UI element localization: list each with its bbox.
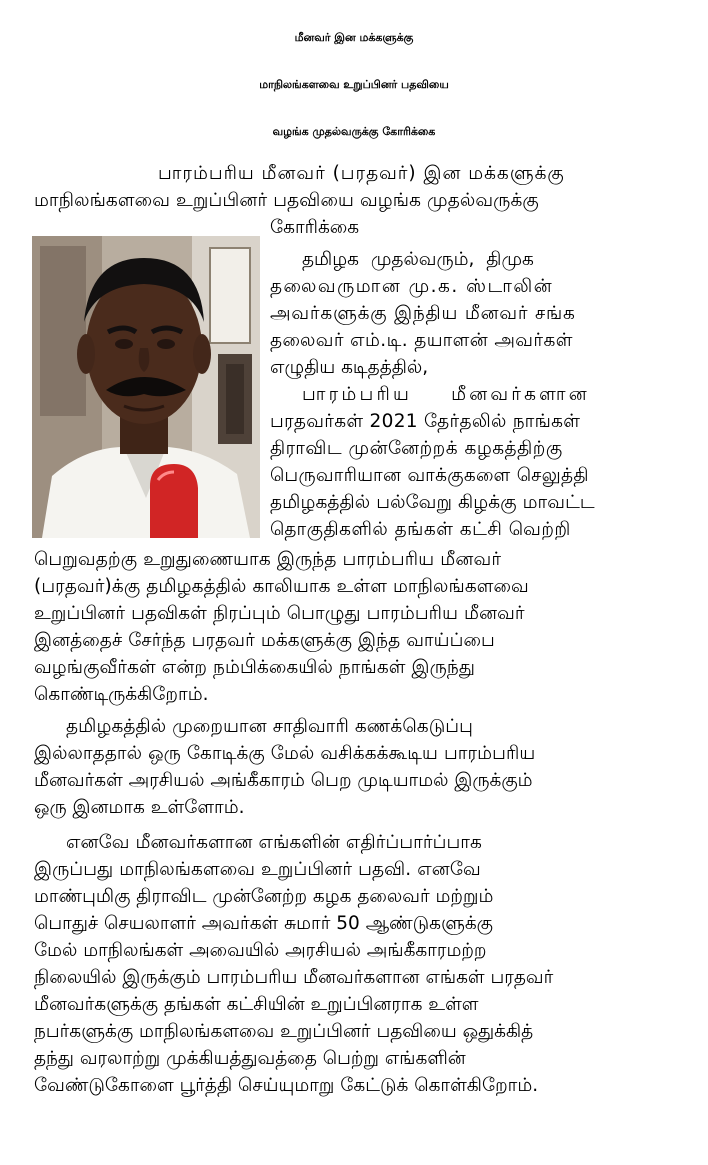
article-line-22: இல்லாததால் ஒரு கோடிக்கு மேல் வசிக்கக்கூடிய பாரம்பரிய bbox=[34, 743, 536, 764]
article-line-30: நிலையில் இருக்கும் பாரம்பரிய மீனவர்களான எங்கள் பரதவர் bbox=[34, 967, 554, 988]
article-line-20: கொண்டிருக்கிறோம். bbox=[34, 684, 209, 705]
headline-line-2: மாநிலங்களவை உறுப்பினர் பதவியை bbox=[259, 78, 449, 91]
portrait-photo bbox=[32, 236, 260, 538]
article-line-1: பாரம்பரிய மீனவர் (பரதவர்) இன மக்களுக்கு bbox=[158, 163, 565, 184]
article-line-19: வழங்குவீர்கள் என்ற நம்பிக்கையில் நாங்கள் இருந்து bbox=[34, 657, 475, 678]
article-line-8: எழுதிய கடிதத்தில், bbox=[270, 357, 429, 378]
article-line-33: தந்து வரலாற்று முக்கியத்துவத்தை பெற்று எங்களின் bbox=[34, 1048, 466, 1069]
article-line-9: பாரம்பரிய மீனவர்களான bbox=[302, 384, 590, 405]
article-line-29: மேல் மாநிலங்கள் அவையில் அரசியல் அங்கீகாரமற்ற bbox=[34, 940, 487, 961]
article-line-21: தமிழகத்தில் முறையான சாதிவாரி கணக்கெடுப்பு bbox=[66, 716, 474, 737]
article-line-14: தொகுதிகளில் தங்கள் கட்சி வெற்றி bbox=[270, 519, 571, 540]
article-line-16: (பரதவர்)க்கு தமிழகத்தில் காலியாக உள்ள மாநிலங்களவை bbox=[34, 576, 529, 597]
article-line-24: ஒரு இனமாக உள்ளோம். bbox=[34, 797, 245, 818]
article-line-15: பெறுவதற்கு உறுதுணையாக இருந்த பாரம்பரிய மீனவர் bbox=[34, 549, 502, 570]
article-line-27: மாண்புமிகு திராவிட முன்னேற்ற கழக தலைவர் மற்றும் bbox=[34, 886, 494, 907]
article-line-5: தலைவருமான மு.க. ஸ்டாலின் bbox=[270, 276, 554, 297]
article-line-3: கோரிக்கை bbox=[270, 217, 360, 238]
article-line-28: பொதுச் செயலாளர் அவர்கள் சுமார் 50 ஆண்டுகளுக்கு bbox=[34, 913, 494, 934]
article-line-2: மாநிலங்களவை உறுப்பினர் பதவியை வழங்க முதல்வருக்கு bbox=[34, 190, 539, 211]
portrait-illustration bbox=[32, 236, 260, 538]
article-line-25: எனவே மீனவர்களான எங்களின் எதிர்ப்பார்ப்பாக bbox=[66, 832, 482, 853]
article-line-23: மீனவர்கள் அரசியல் அங்கீகாரம் பெற முடியாமல் இருக்கும் bbox=[34, 770, 533, 791]
article-line-31: மீனவர்களுக்கு தங்கள் கட்சியின் உறுப்பினராக உள்ள bbox=[34, 994, 479, 1015]
article-line-7: தலைவர் எம்.டி. தயாளன் அவர்கள் bbox=[270, 330, 573, 351]
article-line-18: இனத்தைச் சேர்ந்த பரதவர் மக்களுக்கு இந்த வாய்ப்பை bbox=[34, 630, 495, 651]
article-line-13: தமிழகத்தில் பல்வேறு கிழக்கு மாவட்ட bbox=[270, 492, 595, 513]
article-line-11: திராவிட முன்னேற்றக் கழகத்திற்கு bbox=[270, 438, 563, 459]
article-line-26: இருப்பது மாநிலங்களவை உறுப்பினர் பதவி. எனவே bbox=[34, 859, 481, 880]
headline bbox=[0, 14, 708, 155]
article-line-10: பரதவர்கள் 2021 தேர்தலில் நாங்கள் bbox=[270, 411, 581, 432]
headline-line-1: மீனவர் இன மக்களுக்கு bbox=[294, 31, 414, 44]
article-line-17: உறுப்பினர் பதவிகள் நிரப்பும் பொழுது பாரம்பரிய மீனவர் bbox=[34, 603, 525, 624]
article-line-12: பெருவாரியான வாக்குகளை செலுத்தி bbox=[270, 465, 589, 486]
article-line-6: அவர்களுக்கு இந்திய மீனவர் சங்க bbox=[270, 303, 576, 324]
article-line-32: நபர்களுக்கு மாநிலங்களவை உறுப்பினர் பதவியை ஒதுக்கித் bbox=[34, 1021, 534, 1042]
article-line-34: வேண்டுகோளை பூர்த்தி செய்யுமாறு கேட்டுக் கொள்கிறோம். bbox=[34, 1075, 539, 1096]
article-line-4: தமிழக முதல்வரும், திமுக bbox=[302, 249, 534, 270]
headline-line-3: வழங்க முதல்வருக்கு கோரிக்கை bbox=[272, 125, 436, 138]
